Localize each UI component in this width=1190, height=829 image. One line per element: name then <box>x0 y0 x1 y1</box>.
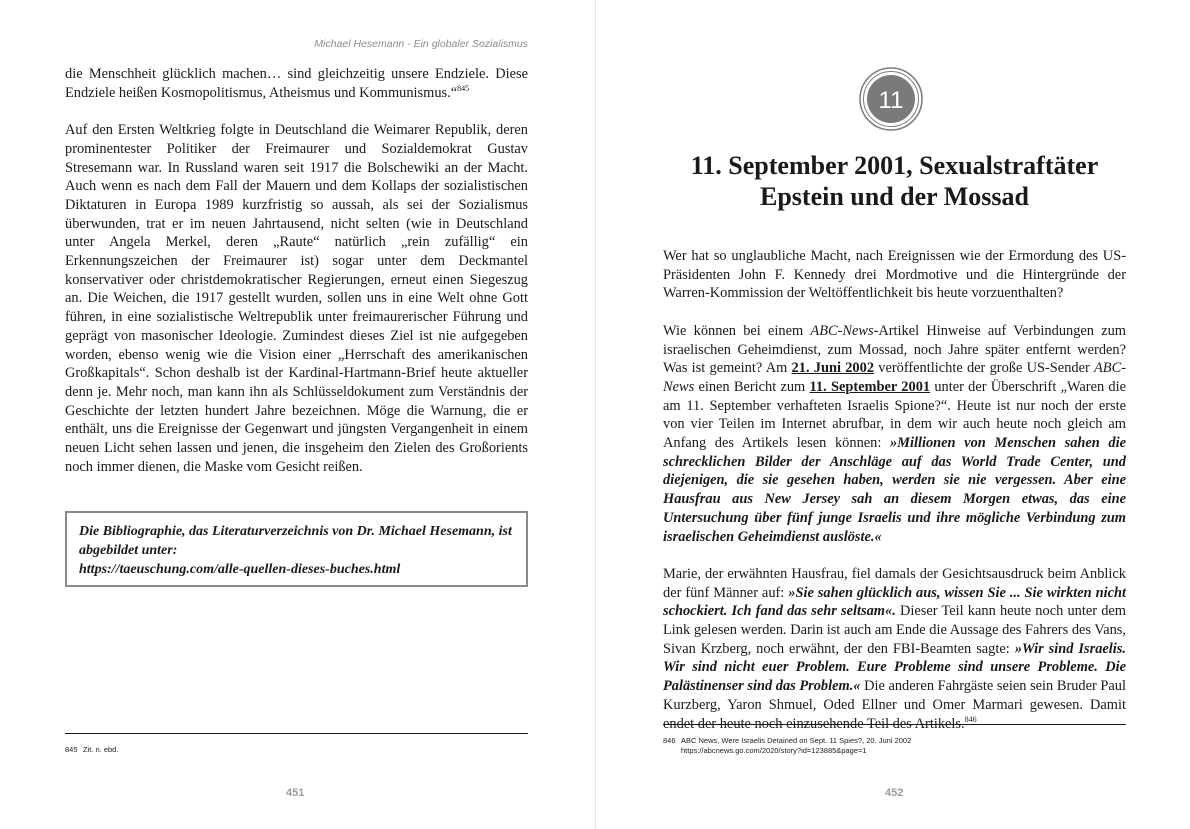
date-link: 11. September 2001 <box>809 378 931 395</box>
footnote: 846 ABC News, Were Israelis Detained on Sept. 11 Spies?, 20. Juni 2002 https://abcnews.go.com/2020/story?id=123885&page=1 <box>663 736 912 755</box>
paragraph: Wer hat so unglaubliche Macht, nach Ereignissen wie der Ermordung des US-Präsidenten John F. Kennedy drei Mordmotive und die Hintergründe der Warren-Kommission der Weltöffentlichkeit bis heute vorzuenthalten? <box>663 248 1126 302</box>
body-text <box>65 65 528 476</box>
page-number: 452 <box>885 787 904 799</box>
quote: »Millionen von Menschen sahen die schrecklichen Bilder der Anschläge auf das World Trade Center, und diejenigen, die sie gesehen haben, werden sie nie vergessen. Aber eine Hausfrau aus New Jersey sah an diesem Morgen etwas, das eine Untersuchung über fünf junge Israelis und ihre mögliche Verbindung zum israelischen Geheimdienst auslöste.« <box>663 435 1126 545</box>
footnote-url[interactable]: https://abcnews.go.com/2020/story?id=123885&page=1 <box>681 746 867 755</box>
running-head: Michael Hesemann - Ein globaler Sozialismus <box>314 38 528 50</box>
footnote-rule <box>663 724 1126 725</box>
infobox-text: Die Bibliographie, das Literaturverzeichnis von Dr. Michael Hesemann, ist abgebildet unter: <box>79 524 512 558</box>
quote: »Wir sind Israelis. Wir sind nicht euer Problem. Eure Probleme sind unsere Probleme. Die Palästinenser sind das Problem.« <box>663 640 1126 695</box>
body-text <box>663 247 1126 733</box>
paragraph: Marie, der erwähnten Hausfrau, fiel damals der Gesichtsausdruck beim Anblick der fünf Männer auf: »Sie sahen glücklich aus, wissen Sie ... Sie wirkten nicht schockiert. Ich fand das sehr seltsam«. Dieser Teil kann heute noch unter dem Link gelesen werden. Darin ist auch am Ende die Aussage des Fahrers des Vans, Sivan Krzberg, noch erwähnt, der den FBI-Beamten sagte: »Wir sind Israelis. Wir sind nicht euer Problem. Eure Probleme sind unsere Probleme. Die Palästinenser sind das Problem.« Die anderen Fahrgäste seien sein Bruder Paul Kurzberg, Yaron Shmuel, Oded Ellner und Omer Marmari gewesen. Damit endet der heute noch einzusehende Teil des Artikels.$^{846}$ <box>663 565 1126 732</box>
chapter-title: 11. September 2001, Sexualstraftäter Epstein und der Mossad <box>690 151 1099 211</box>
paragraph: Wie können bei einem ABC-News-Artikel Hinweise auf Verbindungen zum israelischen Geheimdienst, zum Mossad, noch Jahre später entfernt werden? Was ist gemeint? Am 21. Juni 2002 veröffentlichte der große US-Sender ABC-News einen Bericht zum 11. September 2001 unter der Überschrift „Waren die am 11. September verhafteten Israelis Spione?“. Heute ist nur noch der erste von vier Teilen im Internet abrufbar, in dem wir auch heute noch gleich am Anfang des Artikels lesen können: »Millionen von Menschen sahen die schrecklichen Bilder der Anschläge auf das World Trade Center, und diejenigen, die sie gesehen haben, werden sie nie vergessen. Aber eine Hausfrau aus New Jersey sah an diesem Morgen etwas, das eine Untersuchung über fünf junge Israelis und ihre mögliche Verbindung zum israelischen Geheimdienst auslöste.« <box>663 322 1127 545</box>
bibliography-link[interactable]: https://taeuschung.com/alle-quellen-dieses-buches.html <box>79 562 401 577</box>
date-link: 21. Juni 2002 <box>791 360 875 377</box>
footnote-rule <box>65 733 528 734</box>
footnote-ref: 846 <box>964 714 977 724</box>
footnote: 845 Zit. n. ebd. <box>65 745 119 754</box>
chapter-number-badge <box>859 67 923 131</box>
quote: »Sie sahen glücklich aus, wissen Sie ... Sie wirkten nicht schockiert. Ich fand das sehr seltsam«. <box>663 584 1126 620</box>
chapter-number: 11 <box>878 87 904 114</box>
paragraph: Auf den Ersten Weltkrieg folgte in Deutschland die Weimarer Republik, deren prominentester Politiker der Freimaurer und Sozialdemokrat Gustav Stresemann war. In Russland waren seit 1917 die Bolschewiki an der Macht. Auch wenn es nach dem Fall der Mauern und dem Kollaps der sozialistischen Diktaturen in Europa 1989 kurzfristig so aussah, als sei der Sozialismus überwunden, trat er im neuen Jahrtausend, nicht selten (wie in Deutschland unter Angela Merkel, deren „Raute“ natürlich „rein zufällig“ ein Erkennungszeichen der Freimaurer ist) sogar unter dem Deckmantel konservativer oder christdemokratischer Regierungen, erneut einen Siegeszug an. Die Weichen, die 1917 gestellt wurden, sollen uns in eine Welt ohne Gott führen, in eine sozialistische Weltrepublik unter freimaurerischer Führung und geprägt von masonischer Ideologie. Zumindest dieses Ziel ist nie aufgegeben worden, ebenso wenig wie die Vision einer „Herrschaft des amerikanischen Großkapitals“. Schon deshalb ist der Kardinal-Hartmann-Brief heute aktueller denn je. Mehr noch, man kann ihn als Schlüsseldokument zum Verständnis der Geschichte der letzten hundert Jahre bezeichnen. Möge die Warnung, die er enthält, uns die Ereignisse der Gegenwart und jüngsten Vergangenheit in einem neuen Licht sehen lassen und jenen, die insgeheim den Zielen des Großorients noch immer dienen, die Maske vom Gesicht reißen. <box>65 122 528 475</box>
bibliography-infobox <box>65 511 528 587</box>
footnote-ref: 845 <box>457 83 470 93</box>
page-number: 451 <box>286 787 305 799</box>
right-page <box>595 0 1190 829</box>
paragraph: die Menschheit glücklich machen… sind gleichzeitig unsere Endziele. Diese Endziele heißen Kosmopolitismus, Atheismus und Kommunismus.“$^{845}$ <box>65 66 528 101</box>
